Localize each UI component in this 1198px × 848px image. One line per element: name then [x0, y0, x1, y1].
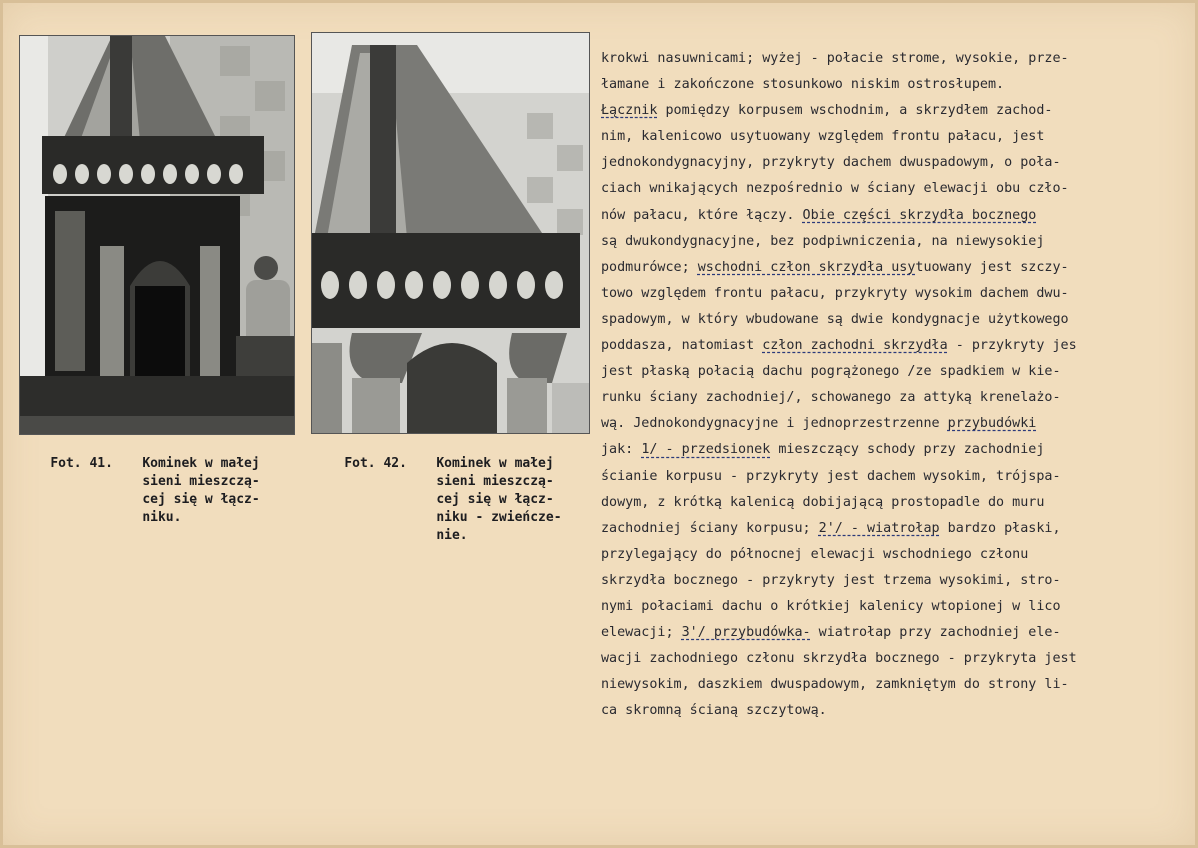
- text-segment: nim, kalenicowo usytuowany względem frontu pałacu, jest: [601, 129, 1045, 145]
- text-segment: jednokondygnacyjny, przykryty dachem dwuspadowym, o poła-: [601, 155, 1061, 171]
- text-segment: pomiędzy korpusem wschodnim, a skrzydłem zachod-: [657, 103, 1053, 119]
- photo-fot-41: [19, 35, 295, 435]
- text-line: [601, 385, 1198, 411]
- underlined-term: 3'/ przybudówka-: [681, 625, 811, 641]
- text-segment: ciach wnikających nezpośrednio w ściany elewacji obu czło-: [601, 181, 1069, 197]
- text-segment: przylegający do północnej elewacji wschodniego członu: [601, 546, 1029, 562]
- text-segment: są dwukondygnacyjne, bez podpiwniczenia, na niewysokiej: [601, 233, 1045, 249]
- fireplace-photo-41: [20, 36, 294, 434]
- text-line: [601, 359, 1198, 385]
- text-segment: krokwi nasuwnicami; wyżej - połacie strome, wysokie, prze-: [601, 51, 1069, 66]
- text-segment: nów pałacu, które łączy.: [601, 207, 803, 223]
- underlined-term: Obie części skrzydła bocznego: [802, 207, 1037, 223]
- text-segment: wą. Jednokondygnacyjne i jednoprzestrzenne: [601, 416, 948, 432]
- text-segment: runku ściany zachodniej/, schowanego za attyką krenelażo-: [601, 390, 1061, 406]
- text-segment: towo względem frontu pałacu, przykryty wysokim dachem dwu-: [601, 285, 1069, 301]
- text-line: [601, 333, 1198, 359]
- text-line: [601, 568, 1198, 594]
- fireplace-photo-42: [312, 33, 589, 433]
- text-line: [601, 255, 1198, 281]
- text-segment: elewacji;: [601, 625, 682, 641]
- text-line: [601, 490, 1198, 516]
- text-line: [601, 46, 1198, 72]
- text-segment: jak:: [601, 442, 642, 458]
- text-line: [601, 464, 1198, 490]
- underlined-term: przybudówki: [947, 416, 1037, 432]
- text-line: [601, 307, 1198, 333]
- underlined-term: 2'/ - wiatrołap: [818, 520, 940, 536]
- text-segment: nymi połaciami dachu o krótkiej kalenicy wtopionej w lico: [601, 598, 1061, 614]
- text-segment: dowym, z krótką kalenicą dobijającą prostopadle do muru: [601, 494, 1045, 510]
- underlined-term: człon zachodni skrzydła: [762, 338, 948, 354]
- text-line: [601, 672, 1198, 698]
- text-segment: jest płaską połacią dachu pogrążonego /ze spadkiem w kie-: [601, 364, 1061, 380]
- caption-number: Fot. 42.: [344, 456, 407, 471]
- text-line: [601, 124, 1198, 150]
- underlined-term: 1/ - przedsionek: [641, 442, 771, 458]
- text-segment: - przykryty jes: [947, 338, 1077, 354]
- text-line: [601, 281, 1198, 307]
- text-segment: wiatrołap przy zachodniej ele-: [810, 625, 1061, 641]
- text-segment: niewysokim, daszkiem dwuspadowym, zamkniętym do strony li-: [601, 677, 1069, 693]
- caption-number: Fot. 41.: [50, 456, 113, 471]
- text-segment: ca skromną ścianą szczytową.: [601, 703, 827, 719]
- text-segment: podmurówce;: [601, 259, 698, 275]
- text-line: [601, 437, 1198, 463]
- text-line: [601, 542, 1198, 568]
- underlined-term: Łącznik: [601, 103, 658, 119]
- caption-text: Kominek w małej sieni mieszczą- cej się w łącz- niku.: [142, 456, 260, 525]
- text-segment: bardzo płaski,: [939, 520, 1061, 536]
- text-segment: skrzydła bocznego - przykryty jest trzema wysokimi, stro-: [601, 572, 1061, 588]
- text-line: [601, 72, 1198, 98]
- text-line: [601, 594, 1198, 620]
- text-segment: tuowany jest szczy-: [915, 259, 1069, 275]
- text-segment: poddasza, natomiast: [601, 338, 763, 354]
- caption-fot-42: [313, 437, 562, 563]
- text-segment: wacji zachodniego członu skrzydła bocznego - przykryta jest: [601, 651, 1077, 667]
- text-line: [601, 150, 1198, 176]
- underlined-term: wschodni człon skrzydła usy: [697, 259, 916, 275]
- text-line: [601, 646, 1198, 672]
- caption-text: Kominek w małej sieni mieszczą- cej się w łącz- niku - zwieńcze- nie.: [436, 456, 562, 543]
- text-line: [601, 698, 1198, 724]
- photo-fot-42: [311, 32, 590, 434]
- text-line: [601, 411, 1198, 437]
- text-segment: łamane i zakończone stosunkowo niskim ostrosłupem.: [601, 77, 1005, 93]
- text-line: [601, 203, 1198, 229]
- text-line: [601, 98, 1198, 124]
- text-segment: ścianie korpusu - przykryty jest dachem wysokim, trójspa-: [601, 468, 1061, 484]
- text-line: [601, 229, 1198, 255]
- text-segment: zachodniej ściany korpusu;: [601, 520, 819, 536]
- typewritten-text: [601, 46, 1198, 724]
- text-line: [601, 516, 1198, 542]
- text-segment: spadowym, w który wbudowane są dwie kondygnacje użytkowego: [601, 311, 1069, 327]
- text-line: [601, 176, 1198, 202]
- text-line: [601, 620, 1198, 646]
- caption-fot-41: [19, 437, 260, 545]
- text-segment: mieszczący schody przy zachodniej: [770, 442, 1045, 458]
